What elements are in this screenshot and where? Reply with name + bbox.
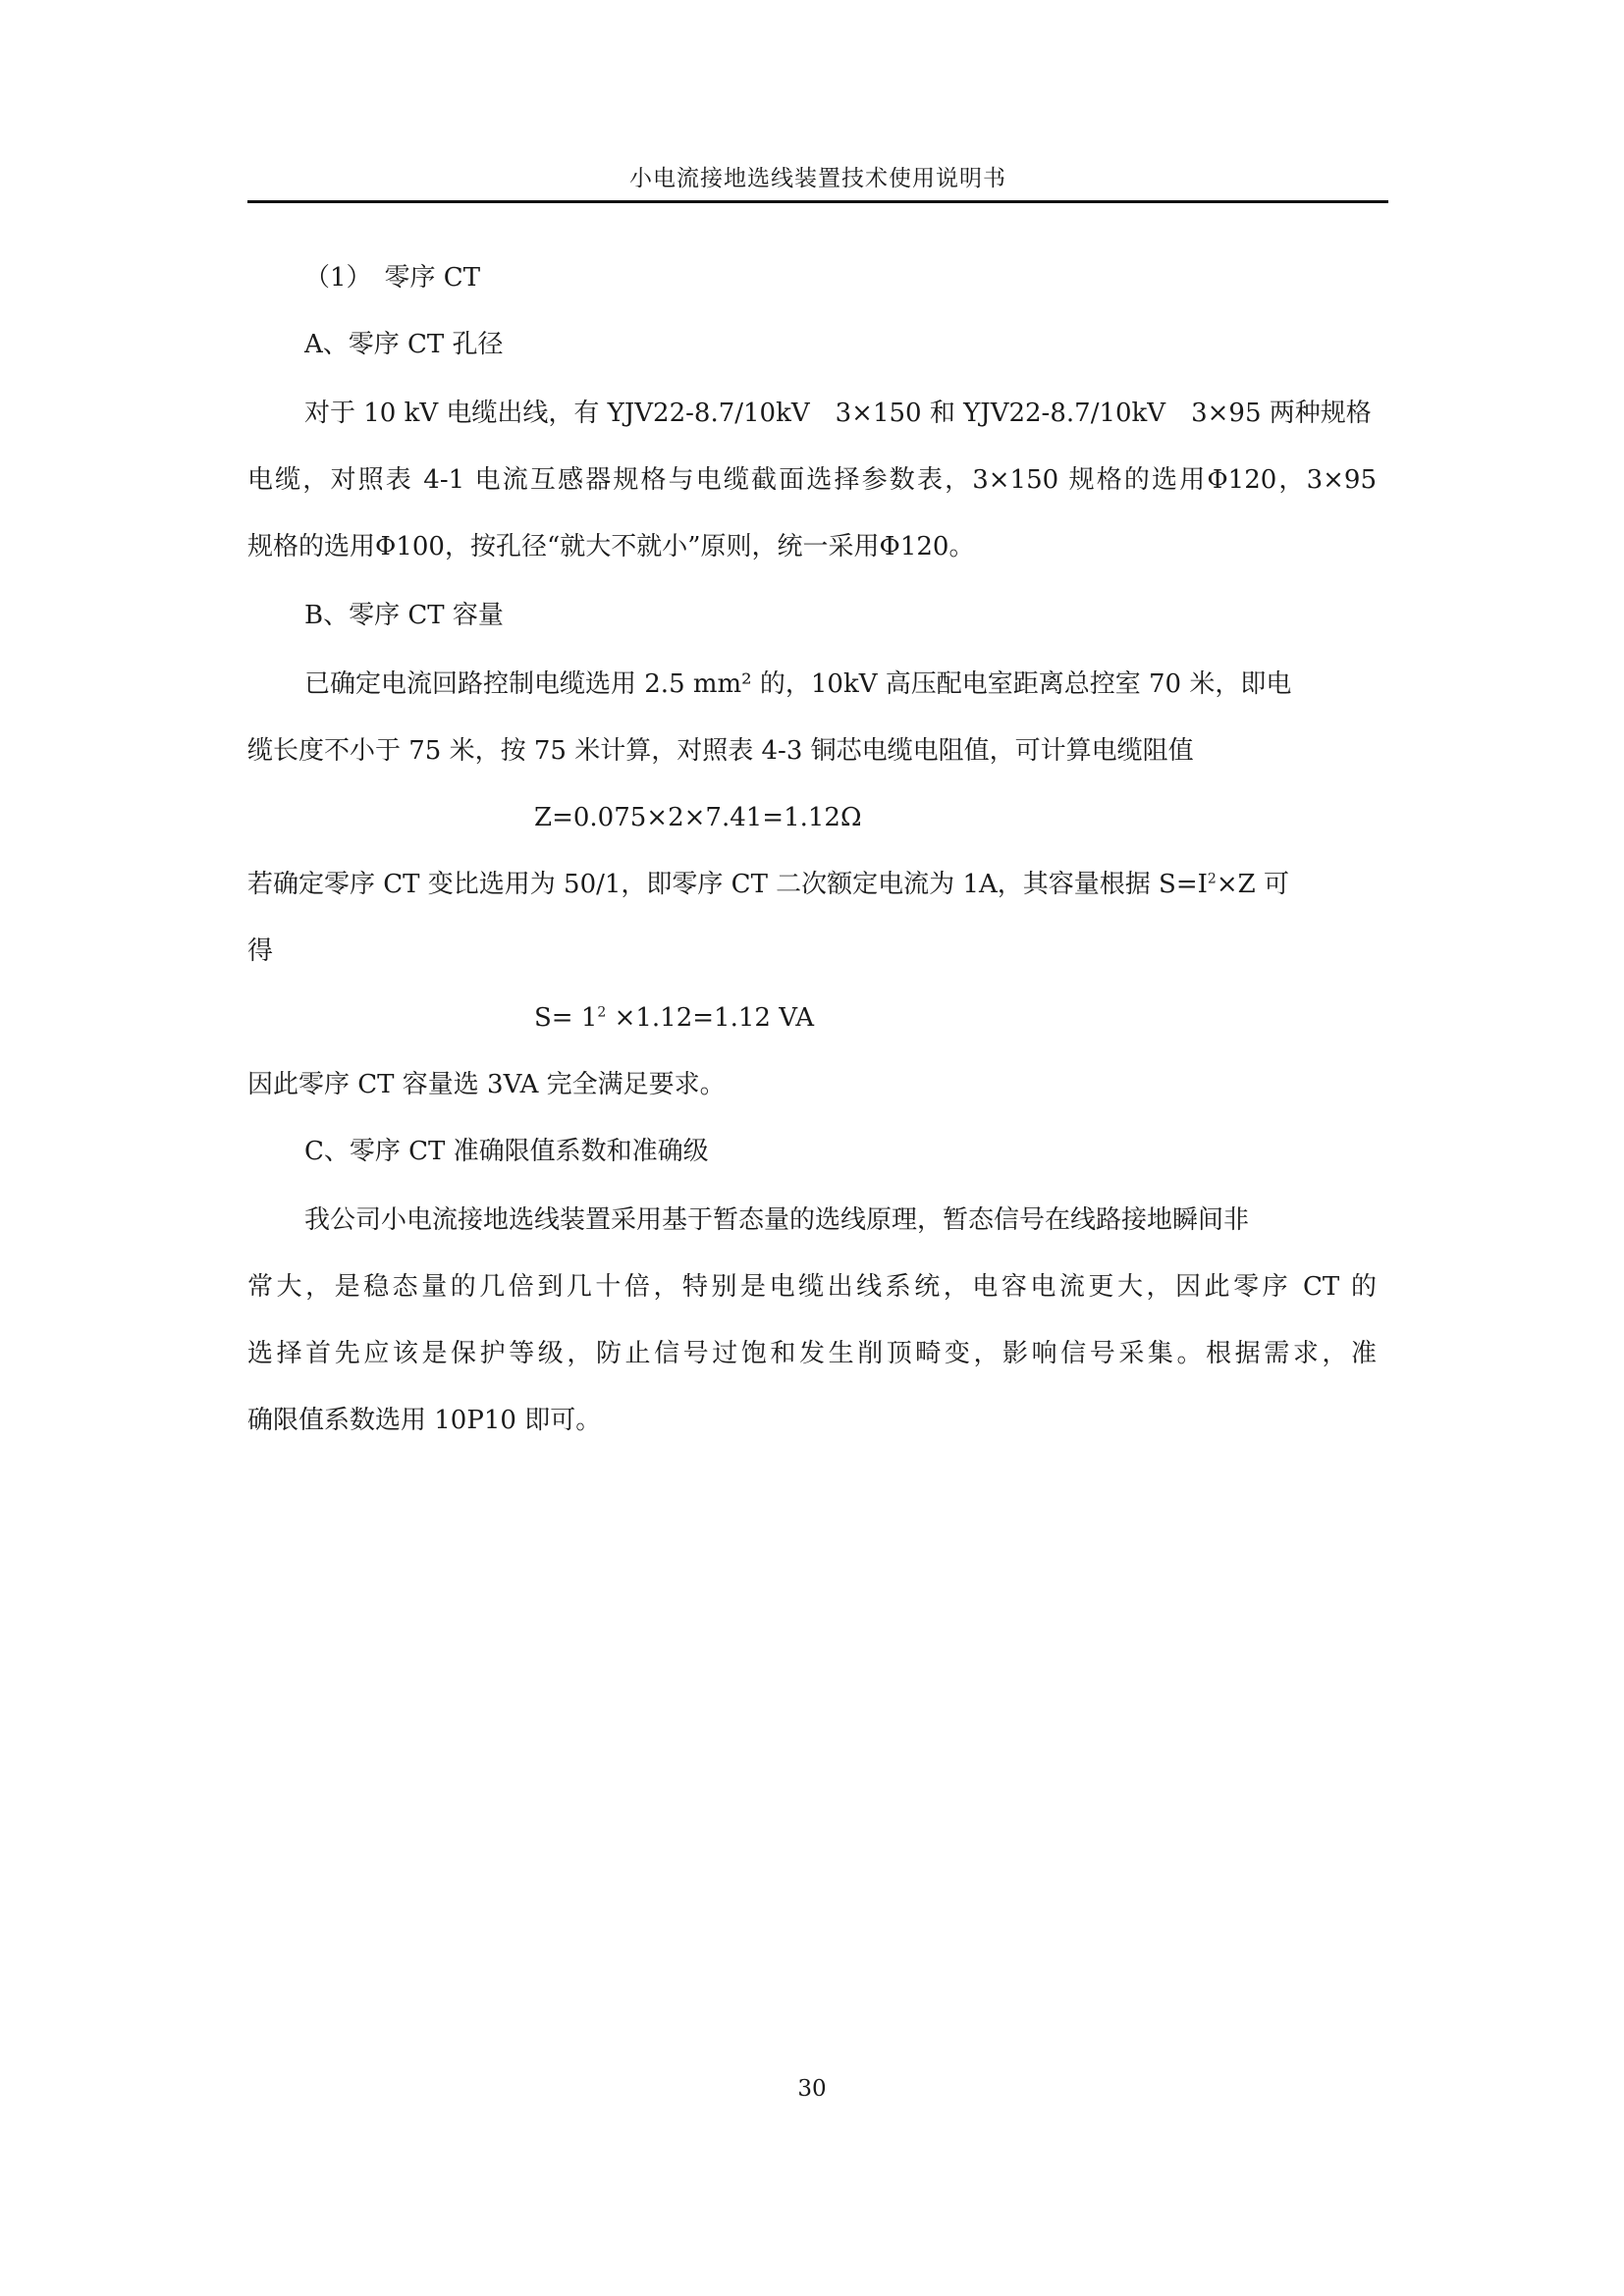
page-header xyxy=(247,157,1388,203)
paragraph-c-line-4: 确限值系数选用 10P10 即可。 xyxy=(247,1406,602,1435)
header-title: 小电流接地选线装置技术使用说明书 xyxy=(629,166,1006,191)
paragraph-a-line-1: 对于 10 kV 电缆出线，有 YJV22-8.7/10kV 3×150 和 YJV22-8.7/10kV 3×95 两种规格 xyxy=(304,399,1372,428)
formula-capacity-superscript: 2 xyxy=(597,1004,607,1021)
section-heading-b: B、零序 CT 容量 xyxy=(304,601,504,630)
paragraph-b-line-1: 已确定电流回路控制电缆选用 2.5 mm² 的，10kV 高压配电室距离总控室 70 米，即电 xyxy=(304,669,1292,699)
paragraph-b3: 因此零序 CT 容量选 3VA 完全满足要求。 xyxy=(247,1070,726,1099)
paragraph-b2-superscript: 2 xyxy=(1207,871,1217,887)
paragraph-c-line-1: 我公司小电流接地选线装置采用基于暂态量的选线原理，暂态信号在线路接地瞬间非 xyxy=(304,1205,1250,1235)
section-heading-c: C、零序 CT 准确限值系数和准确级 xyxy=(304,1137,709,1166)
paragraph-b-line-2: 缆长度不小于 75 米，按 75 米计算，对照表 4-3 铜芯电缆电阻值，可计算电缆阻值 xyxy=(247,736,1194,766)
page-number: 30 xyxy=(797,2076,827,2102)
formula-impedance: Z=0.075×2×7.41=1.12Ω xyxy=(534,803,862,832)
item-heading-1: （1） 零序 CT xyxy=(304,263,481,293)
paragraph-a-line-2: 电缆，对照表 4-1 电流互感器规格与电缆截面选择参数表，3×150 规格的选用Φ120，3×95 xyxy=(247,465,1377,495)
paragraph-a-line-3: 规格的选用Φ100，按孔径“就大不就小”原则，统一采用Φ120。 xyxy=(247,532,975,561)
paragraph-b2-text: 若确定零序 CT 变比选用为 50/1，即零序 CT 二次额定电流为 1A，其容量根据 S=I xyxy=(247,870,1208,899)
formula-capacity-text-end: ×1.12=1.12 VA xyxy=(606,1003,814,1033)
paragraph-b2-line-2: 得 xyxy=(247,936,274,966)
paragraph-b2-text-end: ×Z 可 xyxy=(1216,870,1289,899)
formula-capacity xyxy=(534,998,814,1038)
paragraph-c-line-3: 选择首先应该是保护等级，防止信号过饱和发生削顶畸变，影响信号采集。根据需求，准 xyxy=(247,1339,1377,1368)
paragraph-c-line-2: 常大，是稳态量的几倍到几十倍，特别是电缆出线系统，电容电流更大，因此零序 CT 的 xyxy=(247,1272,1377,1302)
formula-capacity-text: S= 1 xyxy=(534,1003,598,1033)
section-heading-a: A、零序 CT 孔径 xyxy=(304,330,504,359)
paragraph-b2-line-1 xyxy=(247,865,1289,904)
